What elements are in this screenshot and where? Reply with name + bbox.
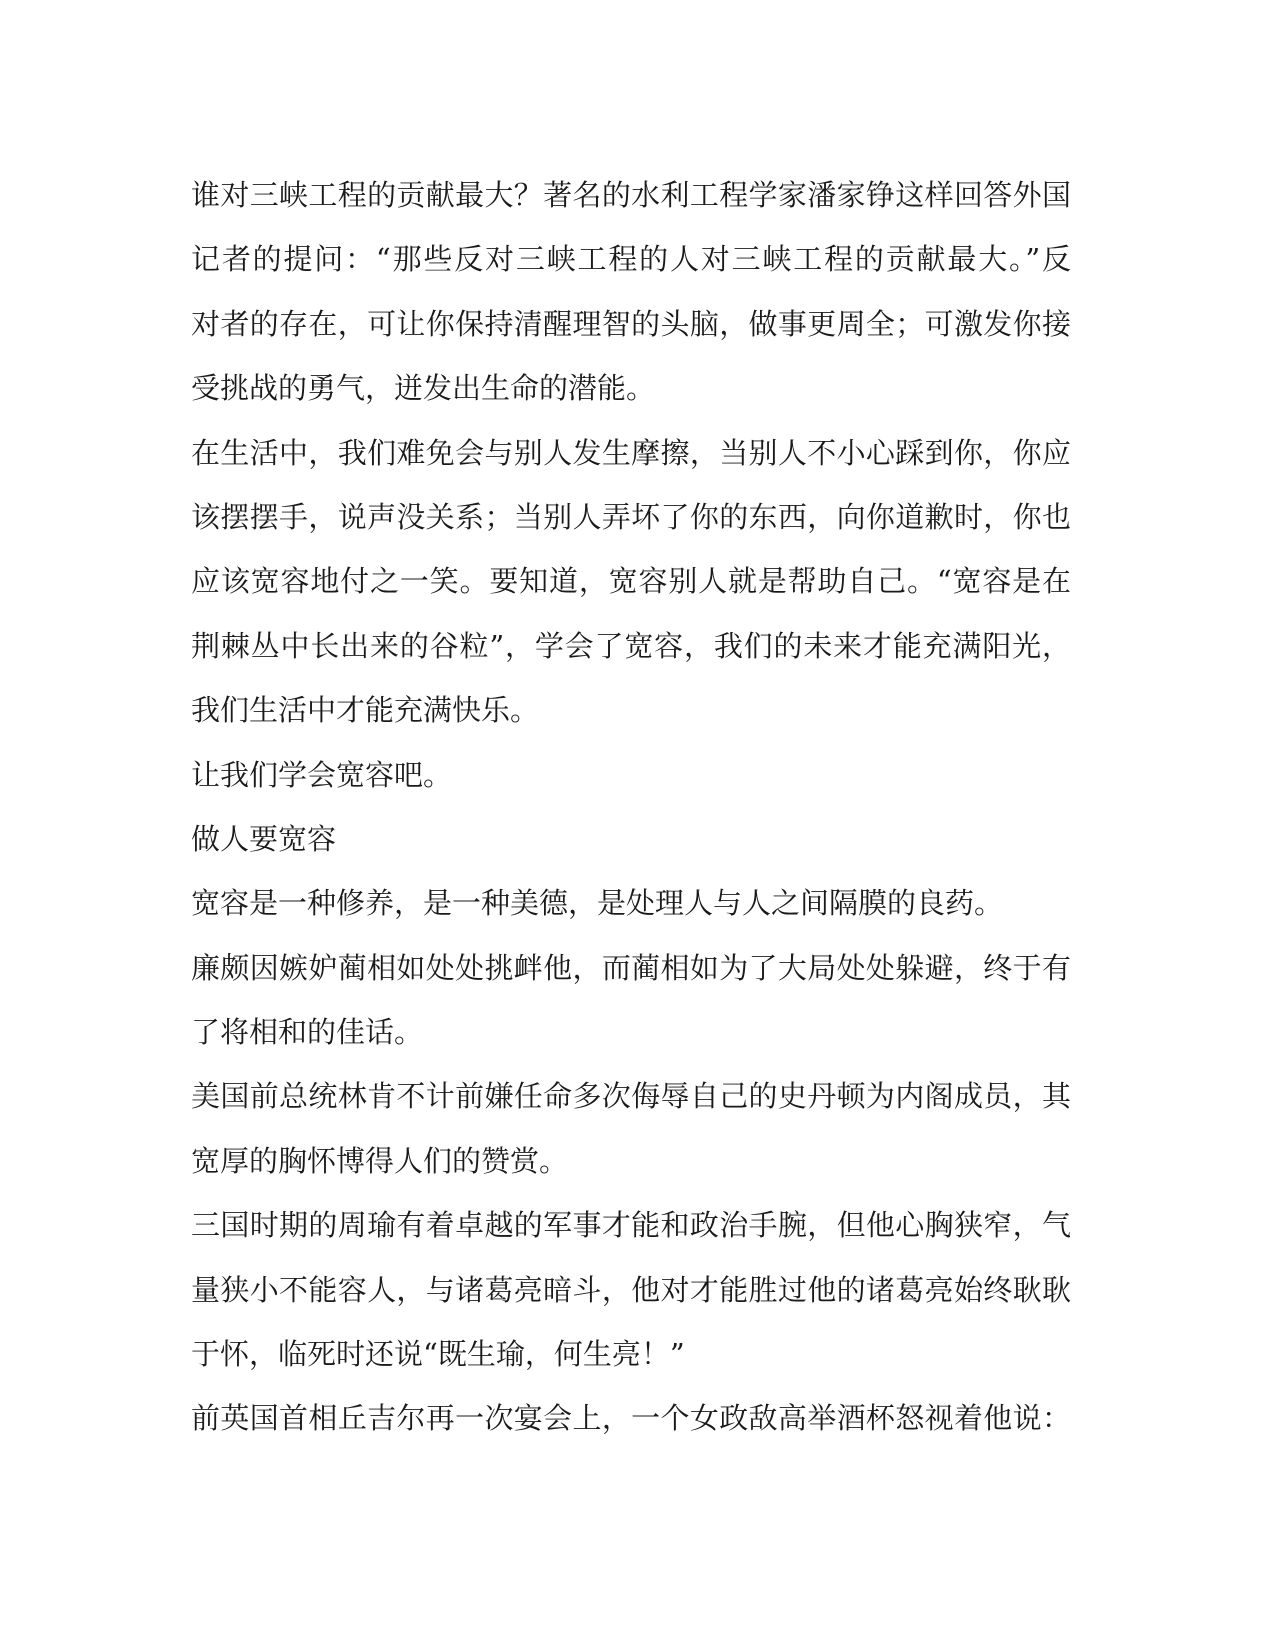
- text-line: 了将相和的佳话。: [191, 1015, 424, 1050]
- text-line: 我们生活中才能充满快乐。: [191, 693, 540, 728]
- text-line: 谁对三峡工程的贡献最大？著名的水利工程学家潘家铮这样回答外国: [191, 178, 1071, 212]
- text-line: 让我们学会宽容吧。: [191, 757, 453, 792]
- text-line: 该摆摆手，说声没关系；当别人弄坏了你的东西，向你道歉时，你也: [191, 499, 1071, 534]
- text-line: 宽容是一种修养，是一种美德，是处理人与人之间隔膜的良药。: [191, 886, 1004, 921]
- text-line: 于怀，临死时还说“既生瑜，何生亮！”: [191, 1337, 685, 1372]
- text-line: 在生活中，我们难免会与别人发生摩擦，当别人不小心踩到你，你应: [191, 435, 1071, 470]
- body-text: [191, 163, 1071, 1451]
- text-line: 廉颇因嫉妒蔺相如处处挑衅他，而蔺相如为了大局处处躲避，终于有: [191, 950, 1071, 985]
- text-line: 美国前总统林肯不计前嫌任命多次侮辱自己的史丹顿为内阁成员，其: [191, 1079, 1071, 1114]
- text-line: 对者的存在，可让你保持清醒理智的头脑，做事更周全；可激发你接: [191, 306, 1071, 341]
- text-line: 受挑战的勇气，迸发出生命的潜能。: [191, 371, 656, 406]
- text-line: 荆棘丛中长出来的谷粒”，学会了宽容，我们的未来才能充满阳光，: [191, 628, 1071, 663]
- text-line: 量狭小不能容人，与诸葛亮暗斗，他对才能胜过他的诸葛亮始终耿耿: [191, 1272, 1071, 1307]
- text-line: 三国时期的周瑜有着卓越的军事才能和政治手腕，但他心胸狭窄，气: [191, 1208, 1071, 1243]
- text-line: 宽厚的胸怀博得人们的赞赏。: [191, 1143, 569, 1178]
- text-line: 应该宽容地付之一笑。要知道，宽容别人就是帮助自己。“宽容是在: [191, 564, 1071, 599]
- text-line: 记者的提问：“那些反对三峡工程的人对三峡工程的贡献最大。”反: [191, 242, 1071, 277]
- section-heading: 做人要宽容: [191, 821, 337, 856]
- text-line: 前英国首相丘吉尔再一次宴会上，一个女政敌高举酒杯怒视着他说：: [191, 1401, 1071, 1436]
